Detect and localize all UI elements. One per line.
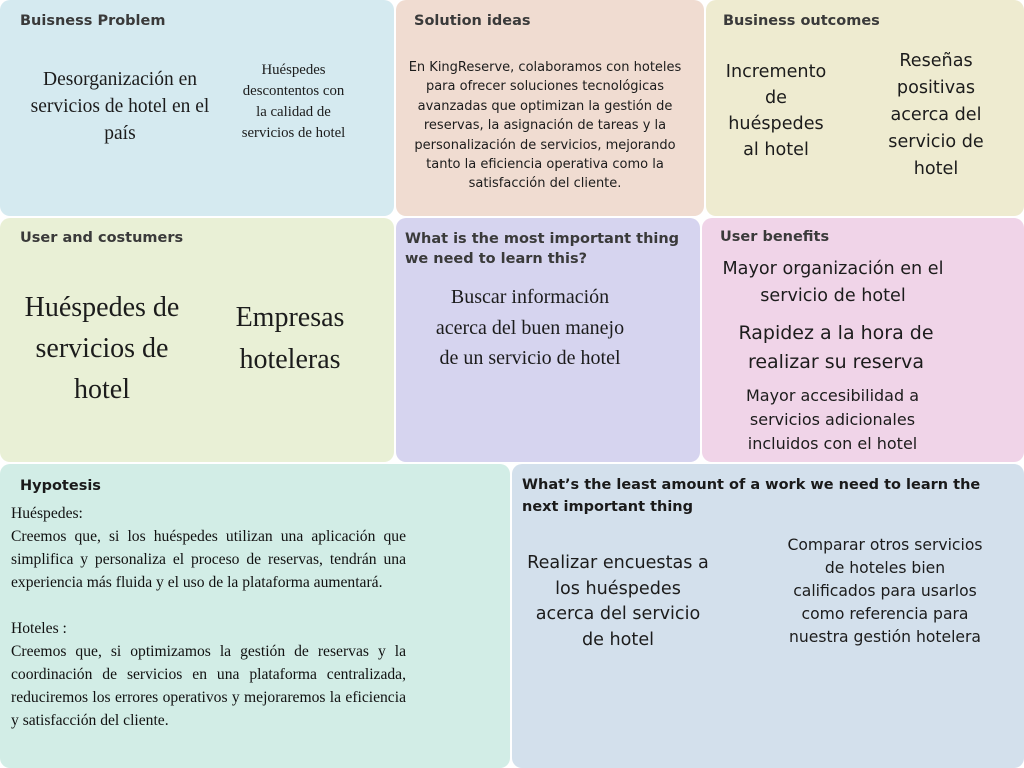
business-problem-item: Huéspedes descontentos con la calidad de servicios de hotel [241, 62, 346, 141]
least-work-title: What’s the least amount of a work we need to learn the next important thing [522, 477, 981, 515]
users-title: User and costumers [20, 230, 184, 246]
user-benefit-item: Mayor accesibilidad a servicios adicionales incluidos con el hotel [745, 386, 920, 453]
user-item: Empresas hoteleras [235, 302, 345, 375]
least-work-item: Realizar encuestas a los huéspedes acerca del servicio de hotel [527, 553, 709, 650]
business-outcome-item: Reseñas positivas acerca del servicio de hotel [888, 51, 984, 179]
user-benefit-item: Mayor organización en el servicio de hotel [722, 259, 944, 306]
hypotesis-label: Huéspedes: [11, 505, 83, 522]
business-problem-title: Buisness Problem [20, 13, 166, 29]
user-benefit-item: Rapidez a la hora de realizar su reserva [738, 322, 934, 373]
business-outcomes-title: Business outcomes [723, 13, 880, 29]
user-benefits-title: User benefits [720, 229, 830, 245]
hypotesis-text: Creemos que, si los huéspedes utilizan una aplicación que simplifica y personaliza el proceso de reservas, tendrán una experiencia más fluida y el uso de la plataforma aumentará. [11, 528, 406, 591]
user-item: Huéspedes de servicios de hotel [24, 292, 180, 405]
business-outcome-item: Incremento de huéspedes al hotel [725, 62, 827, 160]
most-important-text: Buscar información acerca del buen manejo de un servicio de hotel [435, 286, 625, 369]
business-problem-item: Desorganización en servicios de hotel en el país [30, 69, 210, 144]
hypotesis-label: Hoteles : [11, 620, 67, 637]
solution-ideas-text: En KingReserve, colaboramos con hoteles para ofrecer soluciones tecnológicas avanzadas que optimizan la gestión de reservas, la asignación de tareas y la personalización de servicios, mejorando tanto la eficiencia operativa como la satisfacción del cliente. [408, 60, 682, 192]
most-important-title: What is the most important thing we need to learn this? [405, 231, 680, 267]
solution-ideas-title: Solution ideas [414, 13, 531, 29]
hypotesis-title: Hypotesis [20, 478, 101, 494]
hypotesis-text: Creemos que, si optimizamos la gestión de reservas y la coordinación de servicios en una plataforma centralizada, reduciremos los errores operativos y mejoraremos la eficiencia y satisfacción del cliente. [11, 643, 406, 729]
hypotesis-body [11, 502, 406, 732]
least-work-item: Comparar otros servicios de hoteles bien calificados para usarlos como referencia para nuestra gestión hotelera [787, 536, 983, 646]
